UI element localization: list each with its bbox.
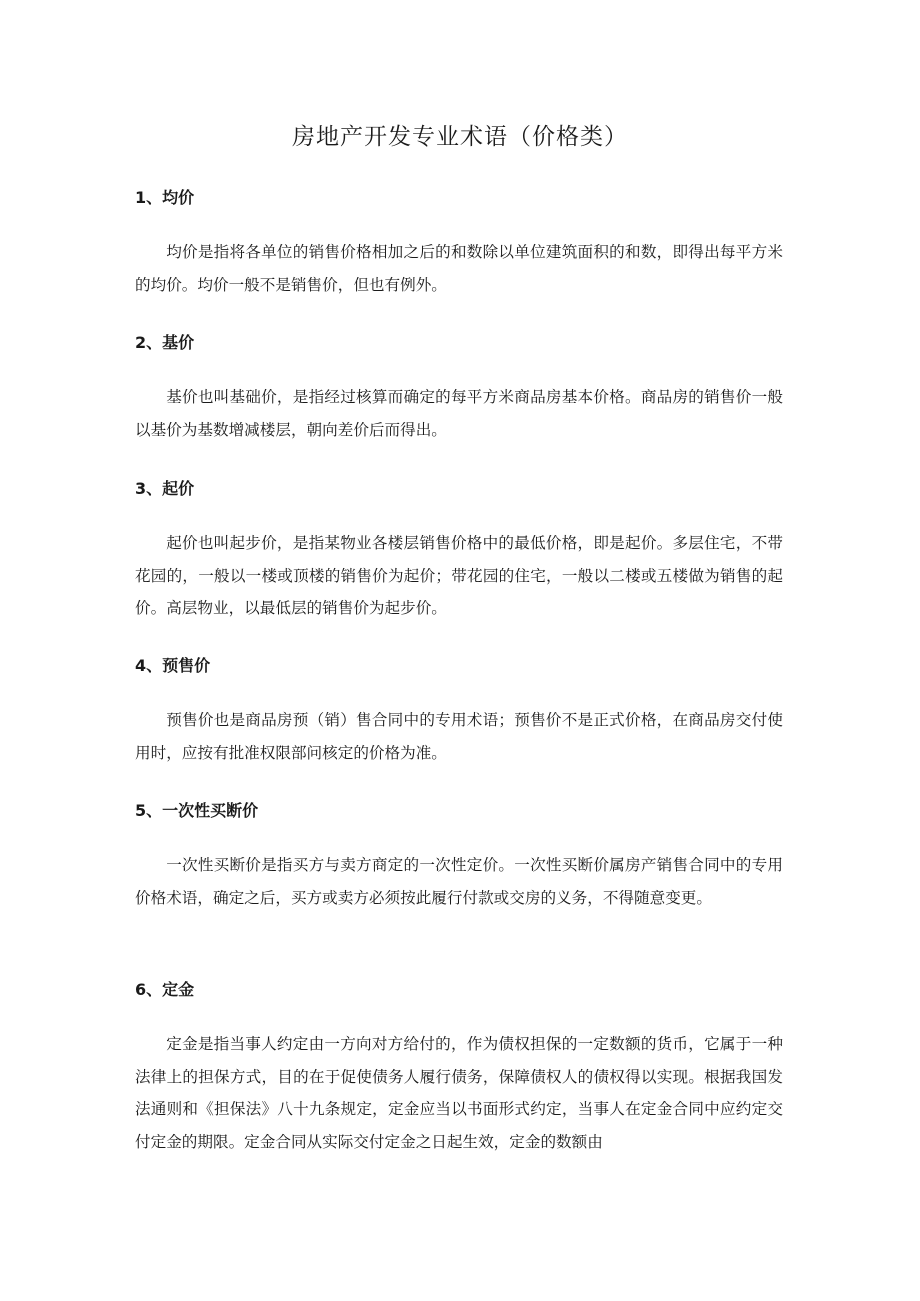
section-average-price [135, 180, 783, 301]
section-paragraph: 起价也叫起步价，是指某物业各楼层销售价格中的最低价格，即是起价。多层住宅，不带花园的，一般以一楼或顶楼的销售价为起价；带花园的住宅，一般以二楼或五楼做为销售的起价。高层物业，以最低层的销售价为起步价。 [135, 534, 783, 617]
section-paragraph: 均价是指将各单位的销售价格相加之后的和数除以单位建筑面积的和数，即得出每平方米的均价。均价一般不是销售价，但也有例外。 [135, 243, 783, 294]
section-deposit [135, 972, 783, 1158]
section-heading: 2、基价 [135, 333, 195, 352]
section-heading: 4、预售价 [135, 656, 211, 675]
section-paragraph: 定金是指当事人约定由一方向对方给付的，作为债权担保的一定数额的货币，它属于一种法律上的担保方式，目的在于促使债务人履行债务，保障债权人的债权得以实现。根据我国发法通则和《担保法》八十九条规定，定金应当以书面形式约定，当事人在定金合同中应约定交付定金的期限。定金合同从实际交付定金之日起生效，定金的数额由 [135, 1035, 783, 1151]
section-heading: 6、定金 [135, 980, 195, 999]
section-one-time-buyout-price [135, 793, 783, 914]
section-starting-price [135, 471, 783, 625]
section-heading: 3、起价 [135, 479, 195, 498]
section-presale-price [135, 648, 783, 769]
section-paragraph: 基价也叫基础价，是指经过核算而确定的每平方米商品房基本价格。商品房的销售价一般以基价为基数增减楼层，朝向差价后而得出。 [135, 388, 783, 439]
section-heading: 1、均价 [135, 188, 195, 207]
document-title: 房地产开发专业术语（价格类） [292, 124, 628, 150]
section-paragraph: 预售价也是商品房预（销）售合同中的专用术语；预售价不是正式价格，在商品房交付使用时，应按有批准权限部问核定的价格为准。 [135, 711, 783, 762]
section-paragraph: 一次性买断价是指买方与卖方商定的一次性定价。一次性买断价属房产销售合同中的专用价格术语，确定之后，买方或卖方必须按此履行付款或交房的义务，不得随意变更。 [135, 856, 783, 907]
section-heading: 5、一次性买断价 [135, 801, 259, 820]
section-base-price [135, 325, 783, 446]
